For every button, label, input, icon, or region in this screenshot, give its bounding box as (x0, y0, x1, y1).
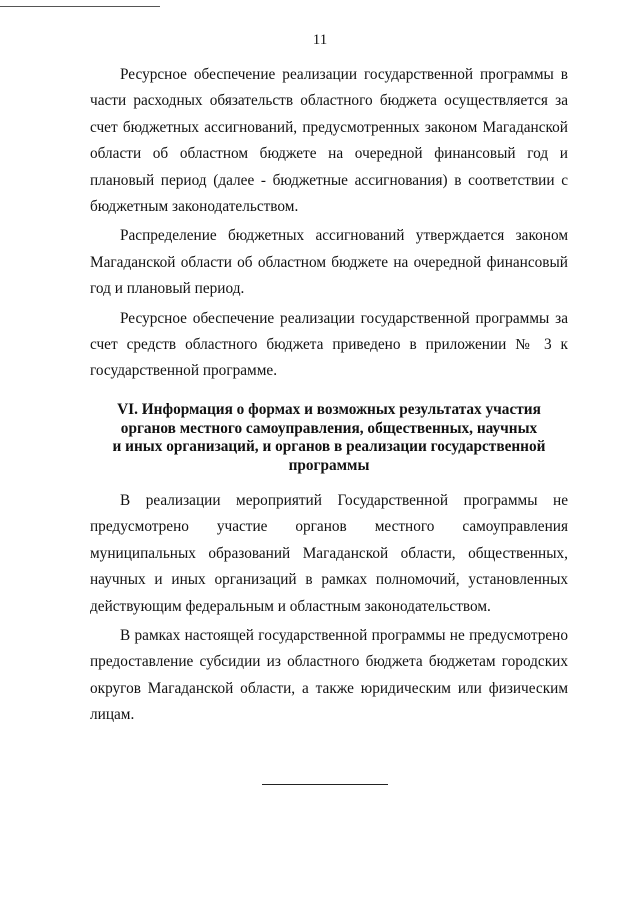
section-vi-heading (90, 401, 568, 475)
paragraph-subsidies: В рамках настоящей государственной программы не предусмотрено предоставление субсидии из областного бюджета бюджетам городских округов Магаданской области, а также юридическим или физическим лицам. (90, 627, 568, 724)
section-vi-heading-line: программы (288, 456, 370, 474)
resource-support-section (90, 62, 568, 385)
section-vi-heading-line: и иных организаций, и органов в реализации государственной (112, 438, 546, 455)
section-vi-body (90, 488, 568, 729)
paragraph-appendix-reference: Ресурсное обеспечение реализации государственной программы за счет средств областного бюджета приведено в приложении № 3 к государственной программе. (90, 309, 568, 380)
section-vi-heading-line: органов местного самоуправления, общественных, научных (120, 419, 538, 437)
top-edge-rule (0, 6, 160, 7)
paragraph-local-government-participation: В реализации мероприятий Государственной программы не предусмотрено участие органов местного самоуправления муниципальных образований Магаданской области, общественных, научных и иных организаций в рамках полномочий, установленных действующим федеральным и областным законодательством. (90, 492, 568, 615)
end-of-text-rule (262, 784, 388, 785)
section-vi-heading-line: VI. Информация о формах и возможных результатах участия (117, 401, 541, 418)
paragraph-allocation: Распределение бюджетных ассигнований утверждается законом Магаданской области об областном бюджете на очередной финансовый год и плановый период. (90, 227, 568, 298)
page-number: 11 (312, 32, 328, 48)
paragraph-resource-support: Ресурсное обеспечение реализации государственной программы в части расходных обязательств областного бюджета осуществляется за счет бюджетных ассигнований, предусмотренных законом Магаданской области об областном бюджете на очередной финансовый год и плановый период (далее - бюджетные ассигнования) в соответствии с бюджетным законодательством. (90, 66, 568, 216)
